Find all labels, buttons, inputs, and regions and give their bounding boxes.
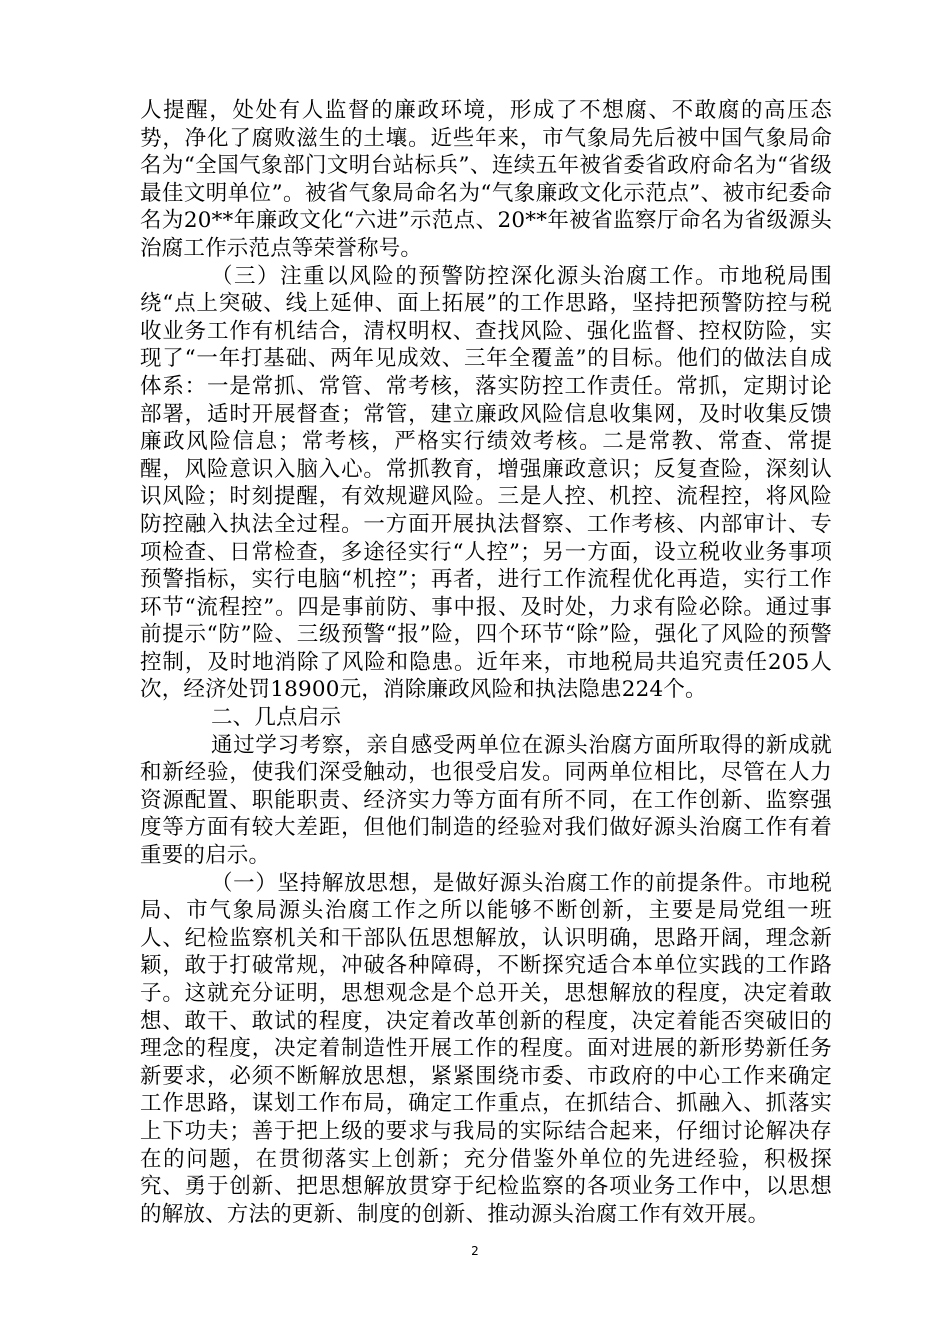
paragraph-study-inspiration: 通过学习考察，亲自感受两单位在源头治腐方面所取得的新成就和新经验，使我们深受触动，也很受启发。同两单位相比，尽管在人力资源配置、职能职责、经济实力等方面有所不同，在工作创新、监察强度等方面有较大差距，但他们制造的经验对我们做好源头治腐工作有着重要的启示。 (140, 732, 832, 869)
paragraph-emancipate-thinking: （一）坚持解放思想，是做好源头治腐工作的前提条件。市地税局、市气象局源头治腐工作之所以能够不断创新，主要是局党组一班人、纪检监察机关和干部队伍思想解放，认识明确，思路开阔，理念新颖，敢于打破常规，冲破各种障碍，不断探究适合本单位实践的工作路子。这就充分证明，思想观念是个总开关，思想解放的程度，决定着敢想、敢干、敢试的程度，决定着改革创新的程度，决定着能否突破旧的理念的程度，决定着制造性开展工作的程度。面对进展的新形势新任务新要求，必须不断解放思想，紧紧围绕市委、市政府的中心工作来确定工作思路，谋划工作布局，确定工作重点，在抓结合、抓融入、抓落实上下功夫；善于把上级的要求与我局的实际结合起来，仔细讨论解决存在的问题，在贯彻落实上创新；充分借鉴外单位的先进经验，积极探究、勇于创新、把思想解放贯穿于纪检监察的各项业务工作中，以思想的解放、方法的更新、制度的创新、推动源头治腐工作有效开展。 (140, 870, 832, 1227)
document-body (140, 97, 832, 1228)
section-heading-insights: 二、几点启示 (210, 705, 342, 731)
page-number: 2 (471, 1244, 479, 1258)
paragraph-risk-prevention: （三）注重以风险的预警防控深化源头治腐工作。市地税局围绕“点上突破、线上延伸、面上拓展”的工作思路，坚持把预警防控与税收业务工作有机结合，清权明权、查找风险、强化监督、控权防险，实现了“一年打基础、两年见成效、三年全覆盖”的目标。他们的做法自成体系：一是常抓、常管、常考核，落实防控工作责任。常抓，定期讨论部署，适时开展督查；常管，建立廉政风险信息收集网，及时收集反馈廉政风险信息；常考核，严格实行绩效考核。二是常教、常查、常提醒，风险意识入脑入心。常抓教育，增强廉政意识；反复查险，深刻认识风险；时刻提醒，有效规避风险。三是人控、机控、流程控，将风险防控融入执法全过程。一方面开展执法督察、工作考核、内部审计、专项检查、日常检查，多途径实行“人控”；另一方面，设立税收业务事项预警指标，实行电脑“机控”；再者，进行工作流程优化再造，实行工作环节“流程控”。四是事前防、事中报、及时处，力求有险必除。通过事前提示“防”险、三级预警“报”险，四个环节“除”险，强化了风险的预警控制，及时地消除了风险和隐患。近年来，市地税局共追究责任205人次，经济处罚18900元，消除廉政风险和执法隐患224个。 (140, 263, 832, 703)
paragraph-continued-honors: 人提醒，处处有人监督的廉政环境，形成了不想腐、不敢腐的高压态势，净化了腐败滋生的土壤。近些年来，市气象局先后被中国气象局命名为“全国气象部门文明台站标兵”、连续五年被省委省政府命名为“省级最佳文明单位”。被省气象局命名为“气象廉政文化示范点”、被市纪委命名为20**年廉政文化“六进”示范点、20**年被省监察厅命名为省级源头治腐工作示范点等荣誉称号。 (140, 98, 832, 261)
